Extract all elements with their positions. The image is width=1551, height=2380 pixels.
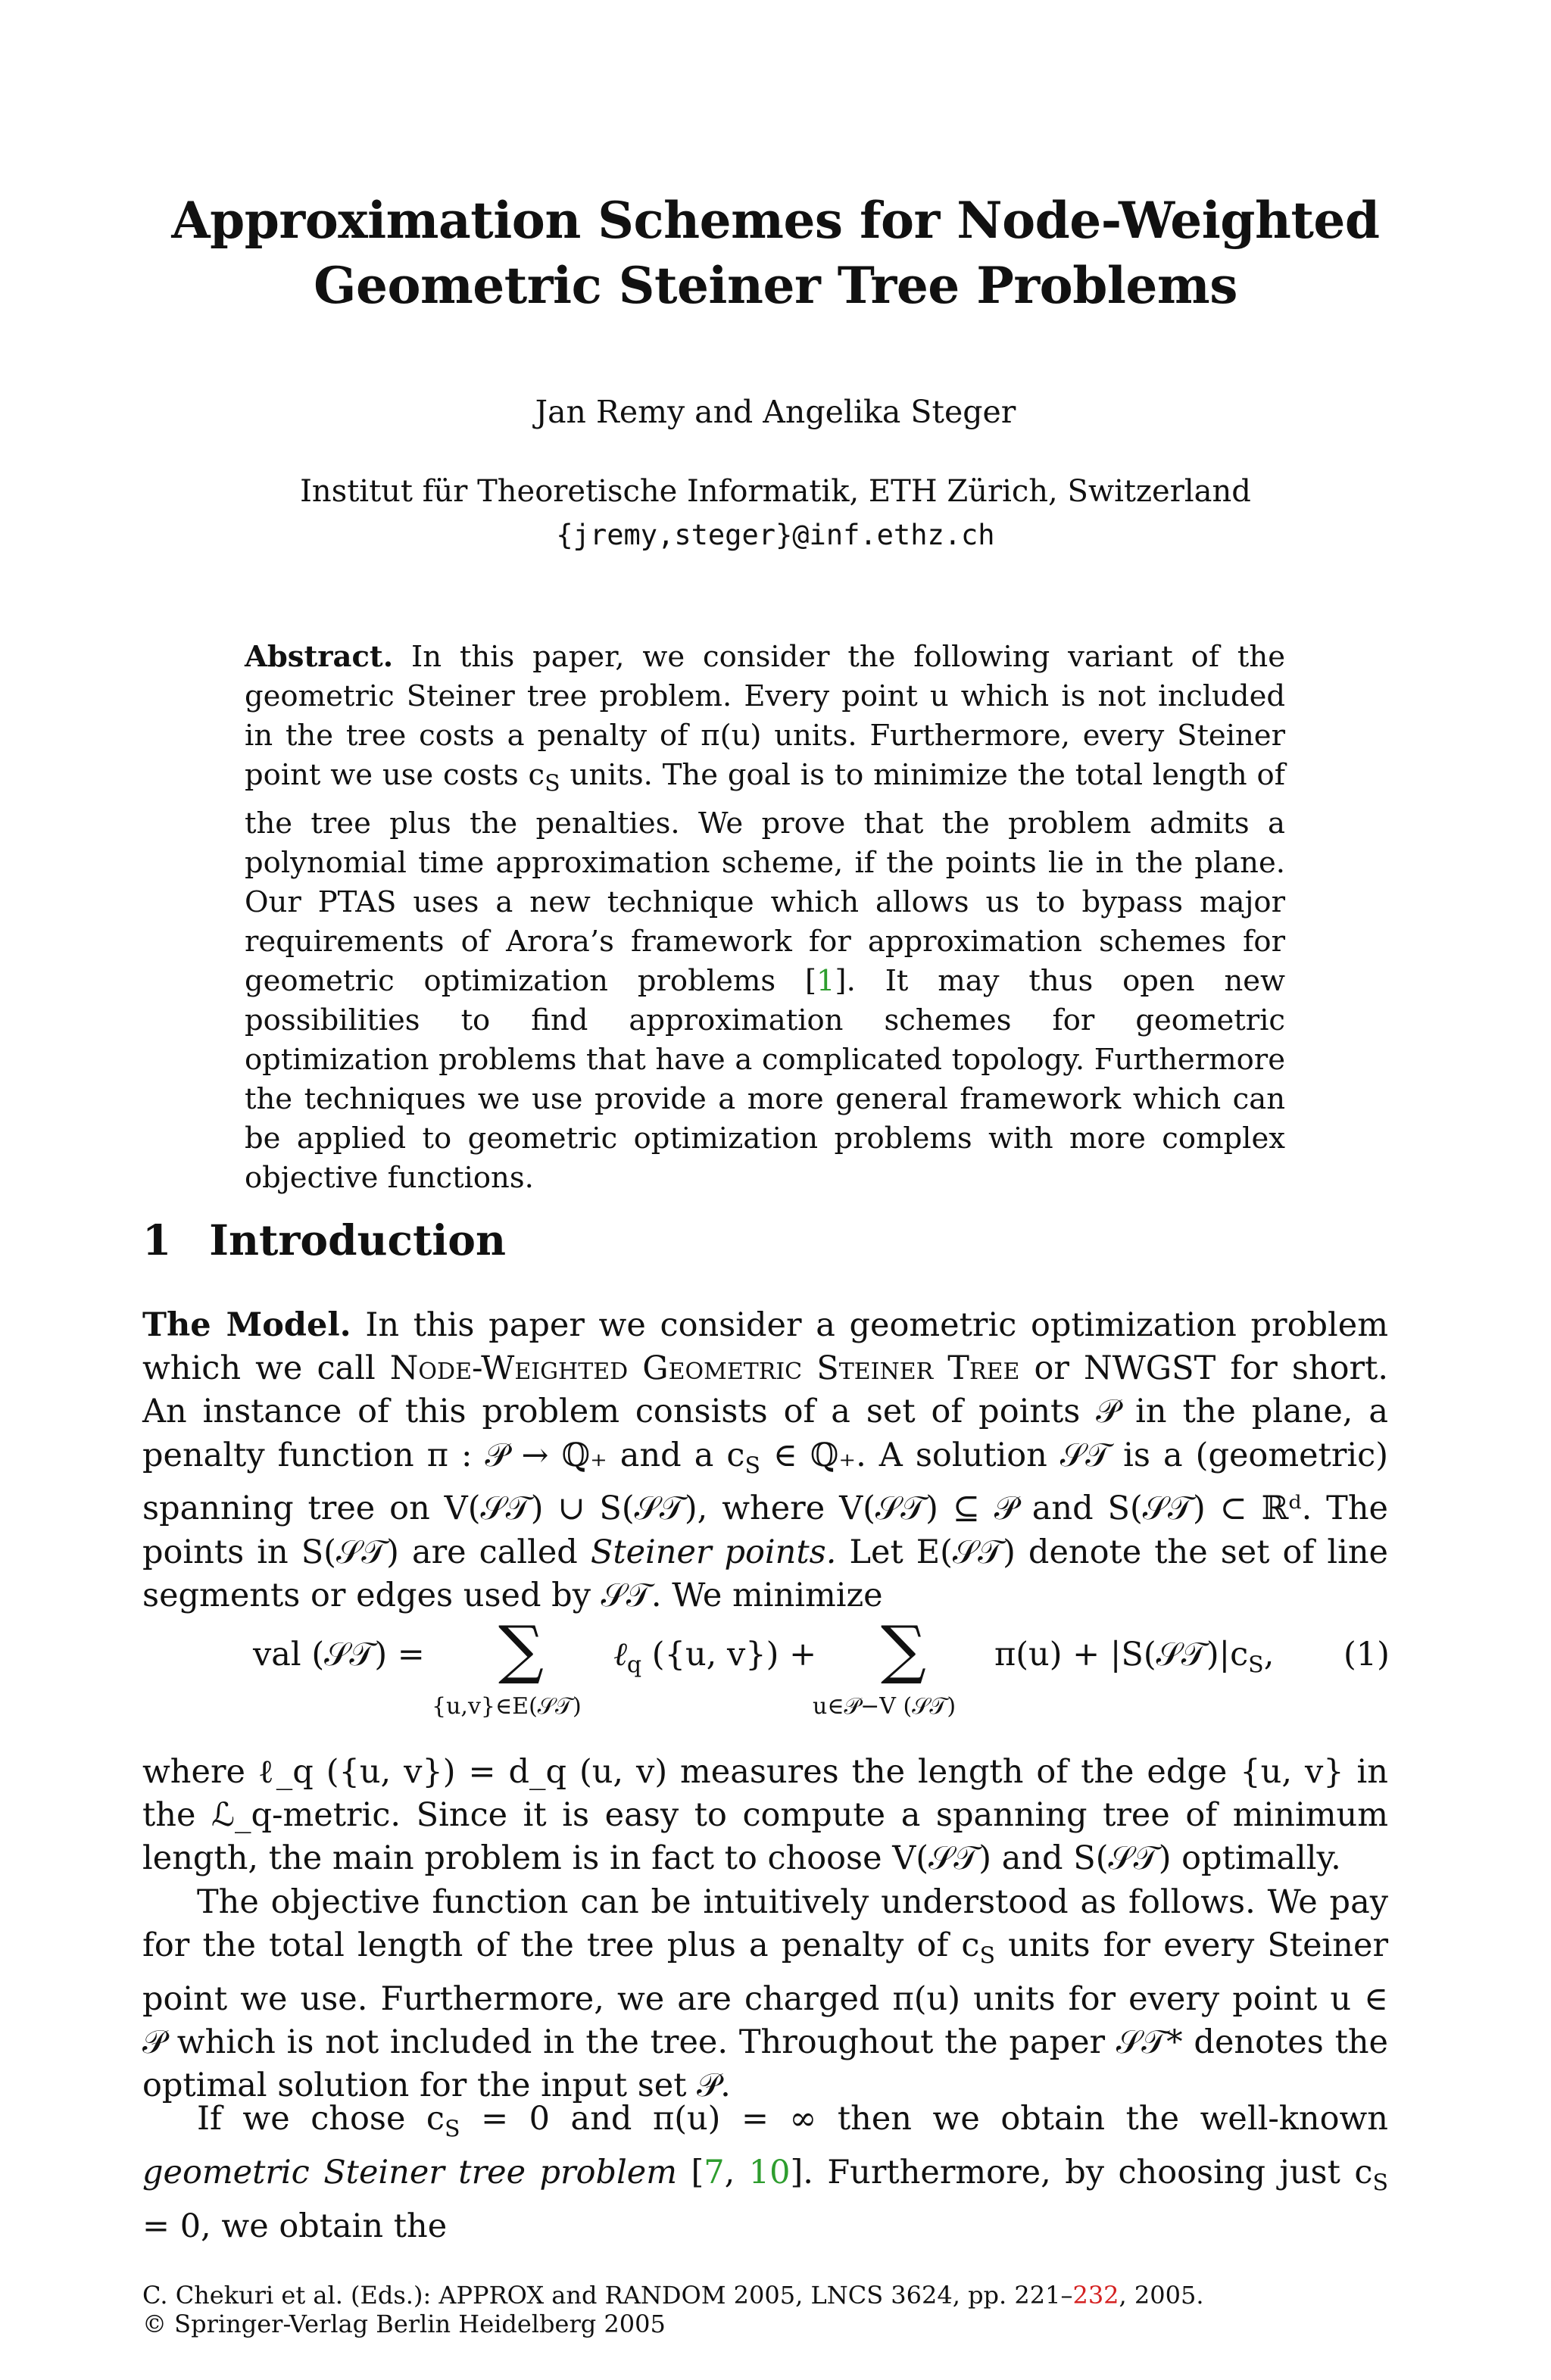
objective-sub-s: S bbox=[979, 1942, 996, 1970]
last-text-a: If we chose c bbox=[197, 2100, 445, 2138]
eq-lhs: val (𝒮𝒯) = bbox=[253, 1636, 425, 1673]
model-text-a: In this paper we consider a geometric optimization problem which we call bbox=[142, 1306, 1389, 1388]
title-line-2: Geometric Steiner Tree Problems bbox=[314, 256, 1237, 315]
last-text-c: ]. Furthermore, by choosing just c bbox=[790, 2153, 1373, 2191]
last-sub-s2: S bbox=[1372, 2169, 1389, 2197]
paragraph-special-cases bbox=[142, 2098, 1388, 2248]
paragraph-model bbox=[142, 1304, 1388, 1617]
objective-text-b: units for every Steiner point we use. Furthermore, we are charged π(u) units for every point u ∈ 𝒫 which is not included in the tree. Throughout the paper 𝒮𝒯* denotes the optimal solution for the input set 𝒫. bbox=[142, 1926, 1388, 2105]
sum-symbol-1: ∑ bbox=[498, 1612, 544, 1686]
problem-name: Node-Weighted Geometric Steiner Tree bbox=[389, 1349, 1020, 1388]
footer bbox=[142, 2281, 1203, 2338]
citation-7[interactable]: 7 bbox=[704, 2153, 725, 2191]
abstract-sub-s: S bbox=[545, 770, 560, 797]
equation-number: (1) bbox=[1343, 1636, 1390, 1673]
equation-1 bbox=[142, 1613, 1388, 1727]
model-text-b: or NWGST for short. An instance of this problem consists of a set of points 𝒫 in the plane, a penalty function π : 𝒫 → ℚ₊ and a c bbox=[142, 1349, 1388, 1474]
title-line-1: Approximation Schemes for Node-Weighted bbox=[171, 191, 1380, 250]
email[interactable]: {jremy,steger}@inf.ethz.ch bbox=[556, 519, 995, 551]
objective-text-a: The objective function can be intuitively understood as follows. We pay for the total length of the tree plus a penalty of c bbox=[142, 1883, 1388, 1965]
affiliation bbox=[0, 469, 1551, 557]
last-italic: geometric Steiner tree problem bbox=[142, 2153, 677, 2191]
citation-10[interactable]: 10 bbox=[748, 2153, 791, 2191]
model-label: The Model. bbox=[142, 1306, 351, 1344]
abstract-text-b: units. The goal is to minimize the total length of the tree plus the penalties. We prove that the problem admits a polynomial time approximation scheme, if the points lie in the plane. Our PTAS uses a new technique which allows us to bypass major requirements of Arora’s framework for approximation schemes for geometric optimization problems [ bbox=[245, 758, 1285, 998]
section-title: Introduction bbox=[209, 1215, 506, 1265]
model-sub-s: S bbox=[744, 1452, 761, 1480]
footer-page-link[interactable]: 232 bbox=[1072, 2281, 1119, 2310]
abstract-text-a: In this paper, we consider the following variant of the geometric Steiner tree problem. Every point u which is not included in the tree costs a penalty of π(u) units. Furthermore, every Steiner point we use costs c bbox=[245, 640, 1285, 792]
last-comma: , bbox=[724, 2153, 749, 2191]
citation-1[interactable]: 1 bbox=[816, 963, 835, 998]
section-number: 1 bbox=[142, 1215, 172, 1265]
paragraph-where: where ℓ_q ({u, v}) = d_q (u, v) measures the length of the edge {u, v} in the ℒ_q-metric. Since it is easy to compute a spanning tree of minimum length, the main problem is in fact to choose V(𝒮𝒯) and S(𝒮𝒯) optimally. bbox=[142, 1753, 1388, 1878]
steiner-points-term: Steiner points. bbox=[590, 1533, 837, 1571]
sum-symbol-2: ∑ bbox=[881, 1612, 926, 1686]
last-text-d: = 0, we obtain the bbox=[142, 2207, 448, 2245]
abstract bbox=[245, 638, 1285, 1198]
authors: Jan Remy and Angelika Steger bbox=[535, 394, 1016, 430]
paragraph-objective bbox=[142, 1881, 1388, 2108]
last-sub-s1: S bbox=[445, 2116, 460, 2143]
abstract-text-c: ]. It may thus open new possibilities to find approximation schemes for geometric optimization problems that have a complicated topology. Furthermore the techniques we use provide a more general framework which can be applied to geometric optimization problems with more complex objective functions. bbox=[245, 963, 1285, 1195]
model-text-d: Let E(𝒮𝒯) denote the set of line segments or edges used by 𝒮𝒯. We minimize bbox=[142, 1533, 1388, 1614]
paper-title bbox=[0, 188, 1551, 318]
eq-sum1-sub: {u,v}∈E(𝒮𝒯) bbox=[432, 1693, 582, 1720]
eq-term1: ℓ$_q$ ({u, v}) + bbox=[613, 1636, 817, 1679]
model-text-c: ∈ ℚ₊. A solution 𝒮𝒯 is a (geometric) spanning tree on V(𝒮𝒯) ∪ S(𝒮𝒯), where V(𝒮𝒯) ⊆ 𝒫 and S(𝒮𝒯) ⊂ ℝᵈ. The points in S(𝒮𝒯) are called bbox=[142, 1436, 1388, 1571]
section-heading bbox=[142, 1215, 506, 1265]
eq-term2: $\pi(u) + |S(𝒮𝒯)|c_S$, bbox=[994, 1636, 1275, 1679]
footer-line-2: © Springer-Verlag Berlin Heidelberg 2005 bbox=[142, 2310, 666, 2338]
eq-sum2-sub: u∈𝒫−V (𝒮𝒯) bbox=[813, 1693, 957, 1720]
last-text-b: = 0 and π(u) = ∞ then we obtain the well-known bbox=[460, 2100, 1388, 2138]
institute: Institut für Theoretische Informatik, ETH Zürich, Switzerland bbox=[300, 474, 1251, 509]
last-bracket: [ bbox=[691, 2153, 704, 2191]
footer-line-1: C. Chekuri et al. (Eds.): APPROX and RANDOM 2005, LNCS 3624, pp. 221–232, 2005. bbox=[142, 2281, 1204, 2310]
abstract-label: Abstract. bbox=[245, 640, 394, 674]
